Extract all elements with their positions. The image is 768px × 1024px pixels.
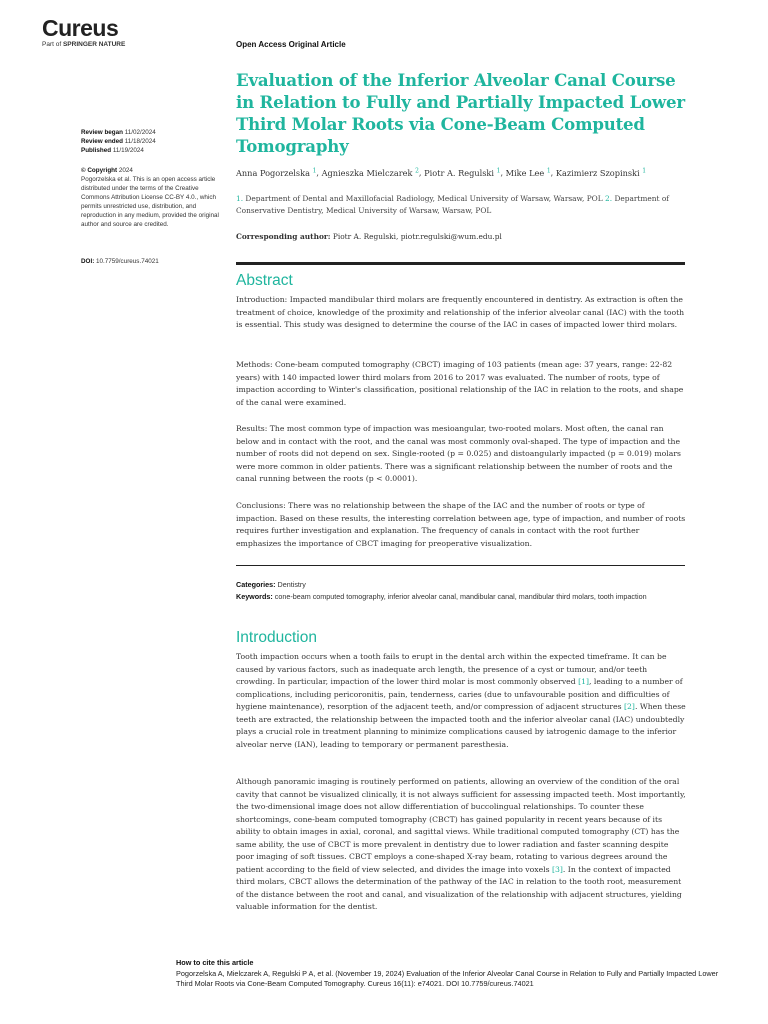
review-began: Review began 11/02/2024 (81, 129, 156, 136)
doi: DOI: 10.7759/cureus.74021 (81, 258, 159, 265)
author[interactable]: Agnieszka Mielczarek $^2$ (321, 167, 419, 178)
abstract-introduction: Introduction: Impacted mandibular third molars are frequently encountered in dentistry. As extraction is often the treatment of choice, knowledge of the proximity and relationship of the inferior alveolar canal (IAC) with the tooth is essential. This study was designed to determine the course of the IAC in cases of impacted lower third molars. (236, 295, 685, 329)
doi-link[interactable]: 10.7759/cureus.74021 (96, 258, 159, 265)
citation-text: Pogorzelska A, Mielczarek A, Regulski P A, et al. (November 19, 2024) Evaluation of the Inferior Alveolar Canal Course in Relation to Fully and Partially Impacted Lower Third Molar Roots via Cone-Beam Computed Tomography. Cureus 16(11): e74021. DOI 10.7759/cureus.74021 (176, 968, 719, 988)
author-list: Anna Pogorzelska $^1$, Agnieszka Mielczarek $^2$, Piotr A. Regulski $^1$, Mike Lee $^1$, Kazimierz Szopinski $^1$ (236, 167, 647, 178)
section-divider (236, 565, 685, 566)
keywords: Keywords: cone-beam computed tomography, inferior alveolar canal, mandibular canal, mandibular third molars, tooth impaction (236, 592, 647, 601)
copyright-line: © Copyright 2024 (81, 167, 133, 174)
corresponding-author: Corresponding author: Piotr A. Regulski, piotr.regulski@wum.edu.pl (236, 232, 502, 241)
logo-subtitle (42, 41, 125, 48)
review-dates (81, 128, 221, 155)
abstract-heading: Abstract (236, 272, 293, 289)
abstract-results: Results: The most common type of impaction was mesioangular, two-rooted molars. Most often, the canal ran below and in contact with the root, and the canal was most commonly oval-shaped. The type of impaction and the number of roots did not depend on sex. Single-rooted (p = 0.025) and distoangularly impacted (p = 0.019) molars were more common in older patients. There was a significant relationship between the number of roots and the canal running between the roots (p < 0.0001). (236, 424, 681, 483)
article-type: Open Access Original Article (236, 40, 346, 49)
category-link[interactable]: Dentistry (277, 580, 306, 589)
categories: Categories: Dentistry (236, 580, 306, 589)
logo-part-of: Part of (42, 41, 62, 48)
author[interactable]: Kazimierz Szopinski $^1$ (555, 167, 647, 178)
author[interactable]: Anna Pogorzelska $^1$ (236, 167, 317, 178)
logo-wordmark: Cureus (42, 15, 119, 41)
introduction-paragraph: Although panoramic imaging is routinely performed on patients, allowing an overview of the condition of the oral cavity that cannot be visualized clinically, it is not always sufficient for assessing impacted teeth. Most importantly, the two-dimensional image does not allow differentiation of buccolingual relationships. To counter these shortcomings, cone-beam computed tomography (CBCT) has gained popularity in recent years because of its ability to obtain images in axial, coronal, and sagittal views. While traditional computed tomography (CT) has the same ability, the use of CBCT is more prevalent in dentistry due to lower radiation and faster scanning despite poor imaging of soft tissues. CBCT employs a cone-shaped X-ray beam, rotating to various degrees around the patient according to the field of view selected, and divides the image into voxels [3]. In the context of impacted third molars, CBCT allows the determination of the pathway of the IAC in relation to the tooth root, measurement of the distance between the root and canal, and visualization of the relationship with adjacent structures, yielding valuable information for the dentist. (236, 777, 686, 911)
citation-heading: How to cite this article (176, 958, 254, 967)
introduction-heading: Introduction (236, 629, 317, 646)
publisher-logo (42, 16, 125, 48)
introduction-paragraph: Tooth impaction occurs when a tooth fails to erupt in the dental arch within the expected timeframe. It can be caused by various factors, such as inadequate arch length, the presence of a cyst or tumour, and/or teeth crowding. In particular, impaction of the lower third molar is most commonly observed [1], leading to a number of complications, including pericoronitis, pain, tenderness, caries (due to unfavourable position and difficulties of hygiene maintenance), resorption of the adjacent teeth, and/or compression of adjacent structures [2]. When these teeth are extracted, the relationship between the impacted tooth and the inferior alveolar canal (IAC) undoubtedly plays a crucial role in treatment planning to minimize complications caused by iatrogenic damage to the inferior alveolar nerve (IAN), leading to temporary or permanent paresthesia. (236, 652, 686, 749)
article-title: Evaluation of the Inferior Alveolar Canal Course in Relation to Fully and Partially Impacted Lower Third Molar Roots via Cone-Beam Computed Tomography (236, 70, 685, 156)
abstract-methods: Methods: Cone-beam computed tomography (CBCT) imaging of 103 patients (mean age: 37 years, range: 22-82 years) with 140 impacted lower third molars from 2016 to 2017 was evaluated. The number of roots, type of impaction according to Winter's classification, positional relationship of the IAC in relation to the roots, and shape of the canal were examined. (236, 360, 684, 407)
citation-block (176, 958, 736, 990)
author[interactable]: Piotr A. Regulski $^1$ (424, 167, 501, 178)
reference-link[interactable]: [3] (552, 864, 563, 874)
copyright-block (81, 166, 221, 229)
published-date: Published 11/19/2024 (81, 147, 144, 154)
author[interactable]: Mike Lee $^1$ (505, 167, 551, 178)
affiliations: 1. Department of Dental and Maxillofacial Radiology, Medical University of Warsaw, Warsaw, POL 2. Department of Conservative Dentistry, Medical University of Warsaw, Warsaw, POL (236, 194, 670, 215)
reference-link[interactable]: [1] (578, 677, 589, 686)
abstract-conclusions: Conclusions: There was no relationship between the shape of the IAC and the number of roots or type of impaction. Based on these results, the interesting correlation between age, type of impaction, and number of roots requires further investigation and explanation. The frequency of canals in contact with the root further emphasizes the importance of CBCT imaging for preoperative visualization. (236, 501, 686, 548)
reference-link[interactable]: [2] (624, 702, 635, 711)
review-ended: Review ended 11/18/2024 (81, 138, 156, 145)
logo-publisher: SPRINGER NATURE (62, 41, 126, 48)
license-text: Pogorzelska et al. This is an open access article distributed under the terms of the Creative Commons Attribution License CC-BY 4.0., which permits unrestricted use, distribution, and reproduction in any medium, provided the original author and source are credited. (81, 176, 219, 228)
section-divider (236, 262, 685, 265)
